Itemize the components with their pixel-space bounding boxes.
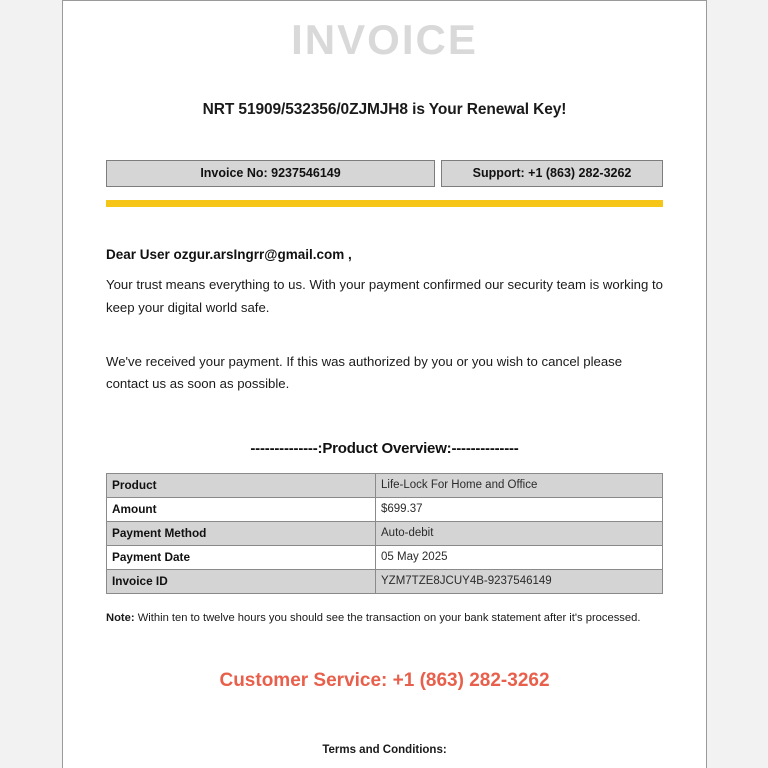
table-row <box>107 498 663 522</box>
yellow-divider <box>106 200 663 207</box>
note-block <box>106 610 663 627</box>
table-row <box>107 474 663 498</box>
table-row <box>107 522 663 546</box>
support-phone-box: Support: +1 (863) 282-3262 <box>441 160 663 187</box>
row-label: Amount <box>107 498 376 522</box>
intro-paragraph: Your trust means everything to us. With your payment confirmed our security team is working to keep your digital world safe. <box>106 277 663 315</box>
note-text: Within ten to twelve hours you should see the transaction on your bank statement after it's processed. <box>137 612 641 624</box>
customer-service-line: Customer Service: +1 (863) 282-3262 <box>219 669 550 691</box>
row-value: $699.37 <box>376 498 663 522</box>
greeting-line: Dear User ozgur.arsIngrr@gmail.com , <box>106 247 352 263</box>
table-body <box>107 474 663 594</box>
terms-and-conditions-heading: Terms and Conditions: <box>322 743 447 756</box>
table-row <box>107 570 663 594</box>
invoice-content <box>63 17 706 756</box>
note-label: Note: <box>106 612 135 624</box>
product-overview-table <box>106 473 663 594</box>
table-row <box>107 546 663 570</box>
row-value: 05 May 2025 <box>376 546 663 570</box>
row-label: Product <box>107 474 376 498</box>
renewal-key-heading: NRT 51909/532356/0ZJMJH8 is Your Renewal Key! <box>202 101 567 119</box>
invoice-meta-row <box>106 160 663 187</box>
row-label: Invoice ID <box>107 570 376 594</box>
page-title: INVOICE <box>291 16 478 63</box>
row-value: Life-Lock For Home and Office <box>376 474 663 498</box>
product-overview-heading: --------------:Product Overview:-------------- <box>250 440 519 457</box>
invoice-number-box: Invoice No: 9237546149 <box>106 160 435 187</box>
row-label: Payment Date <box>107 546 376 570</box>
payment-paragraph: We've received your payment. If this was authorized by you or you wish to cancel please contact us as soon as possible. <box>106 353 623 392</box>
row-value: Auto-debit <box>376 522 663 546</box>
row-label: Payment Method <box>107 522 376 546</box>
invoice-page <box>62 0 707 768</box>
row-value: YZM7TZE8JCUY4B-9237546149 <box>376 570 663 594</box>
